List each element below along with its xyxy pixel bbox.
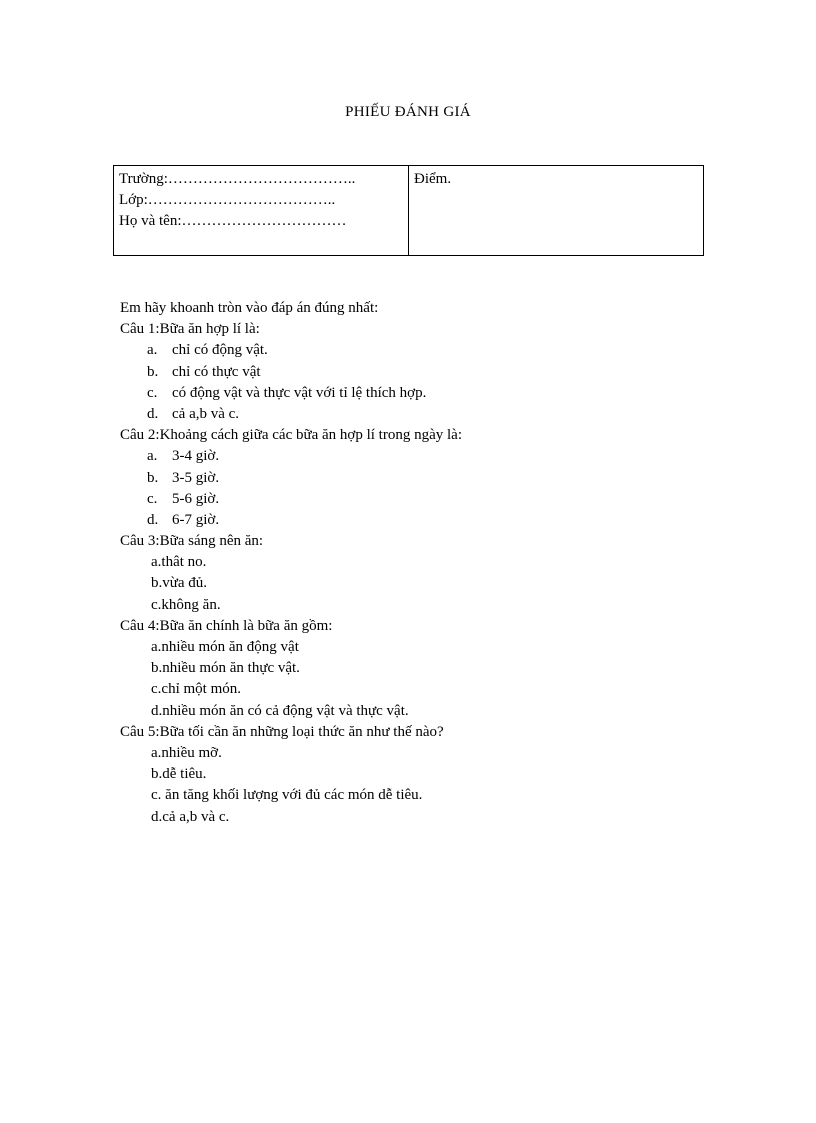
option-label: a. bbox=[147, 342, 158, 359]
q4-option-a: a.nhiều món ăn động vật bbox=[151, 639, 299, 655]
option-text: 3-5 giờ. bbox=[172, 469, 220, 486]
score-label: Điểm. bbox=[414, 171, 452, 187]
option-label: d. bbox=[147, 511, 159, 528]
q1-option-a bbox=[120, 340, 720, 361]
option-text: có động vật và thực vật với tỉ lệ thích hợp. bbox=[172, 384, 427, 401]
q1-option-c bbox=[120, 383, 720, 404]
quiz-content bbox=[120, 298, 720, 828]
option-label: b. bbox=[147, 363, 159, 380]
option-label: a. bbox=[147, 448, 158, 465]
q5-option-a: a.nhiều mỡ. bbox=[151, 744, 222, 761]
option-label: c. bbox=[147, 490, 158, 507]
option-text: 6-7 giờ. bbox=[172, 511, 220, 528]
q3-option-b: b.vừa đủ. bbox=[151, 575, 208, 592]
q4-option-b: b.nhiều món ăn thực vật. bbox=[151, 660, 300, 677]
q3-option-c: c.không ăn. bbox=[151, 596, 221, 613]
q4-option-c: c.chỉ một món. bbox=[151, 681, 241, 698]
q5-option-d: d.cả a,b và c. bbox=[151, 808, 230, 825]
question-4: Câu 4:Bữa ăn chính là bữa ăn gồm: bbox=[120, 617, 333, 634]
instruction: Em hãy khoanh tròn vào đáp án đúng nhất: bbox=[120, 300, 379, 316]
student-info-cell bbox=[114, 166, 409, 255]
student-info-table bbox=[113, 165, 704, 256]
option-text: 3-4 giờ. bbox=[172, 448, 220, 465]
option-label: d. bbox=[147, 405, 159, 422]
option-label: c. bbox=[147, 384, 158, 401]
q2-option-c bbox=[120, 489, 720, 510]
question-3: Câu 3:Bữa sáng nên ăn: bbox=[120, 533, 264, 550]
option-text: chỉ có thực vật bbox=[172, 363, 261, 380]
question-2: Câu 2:Khoảng cách giữa các bữa ăn hợp lí trong ngày là: bbox=[120, 427, 462, 444]
question-1: Câu 1:Bữa ăn hợp lí là: bbox=[120, 321, 260, 338]
score-cell bbox=[409, 166, 703, 255]
name-field: Họ và tên:…………………………… bbox=[119, 213, 347, 229]
q2-option-a bbox=[120, 446, 720, 467]
option-text: 5-6 giờ. bbox=[172, 490, 220, 507]
option-text: chỉ có động vật. bbox=[172, 342, 268, 359]
q1-option-d bbox=[120, 404, 720, 425]
q2-option-d bbox=[120, 510, 720, 531]
option-label: b. bbox=[147, 469, 159, 486]
q3-option-a: a.thât no. bbox=[151, 554, 207, 571]
q1-option-b bbox=[120, 362, 720, 383]
option-text: cả a,b và c. bbox=[172, 405, 240, 422]
q5-option-b: b.dễ tiêu. bbox=[151, 766, 207, 783]
q4-option-d: d.nhiều món ăn có cả động vật và thực vật. bbox=[151, 702, 409, 719]
school-field: Trường:……………………………….. bbox=[119, 171, 356, 187]
question-5: Câu 5:Bữa tối cần ăn những loại thức ăn như thế nào? bbox=[120, 723, 444, 740]
class-field: Lớp:……………………………….. bbox=[119, 192, 336, 208]
q2-option-b bbox=[120, 468, 720, 489]
page-title: PHIẾU ĐÁNH GIÁ bbox=[345, 104, 471, 120]
q5-option-c: c. ăn tăng khối lượng với đủ các món dễ tiêu. bbox=[151, 787, 423, 804]
